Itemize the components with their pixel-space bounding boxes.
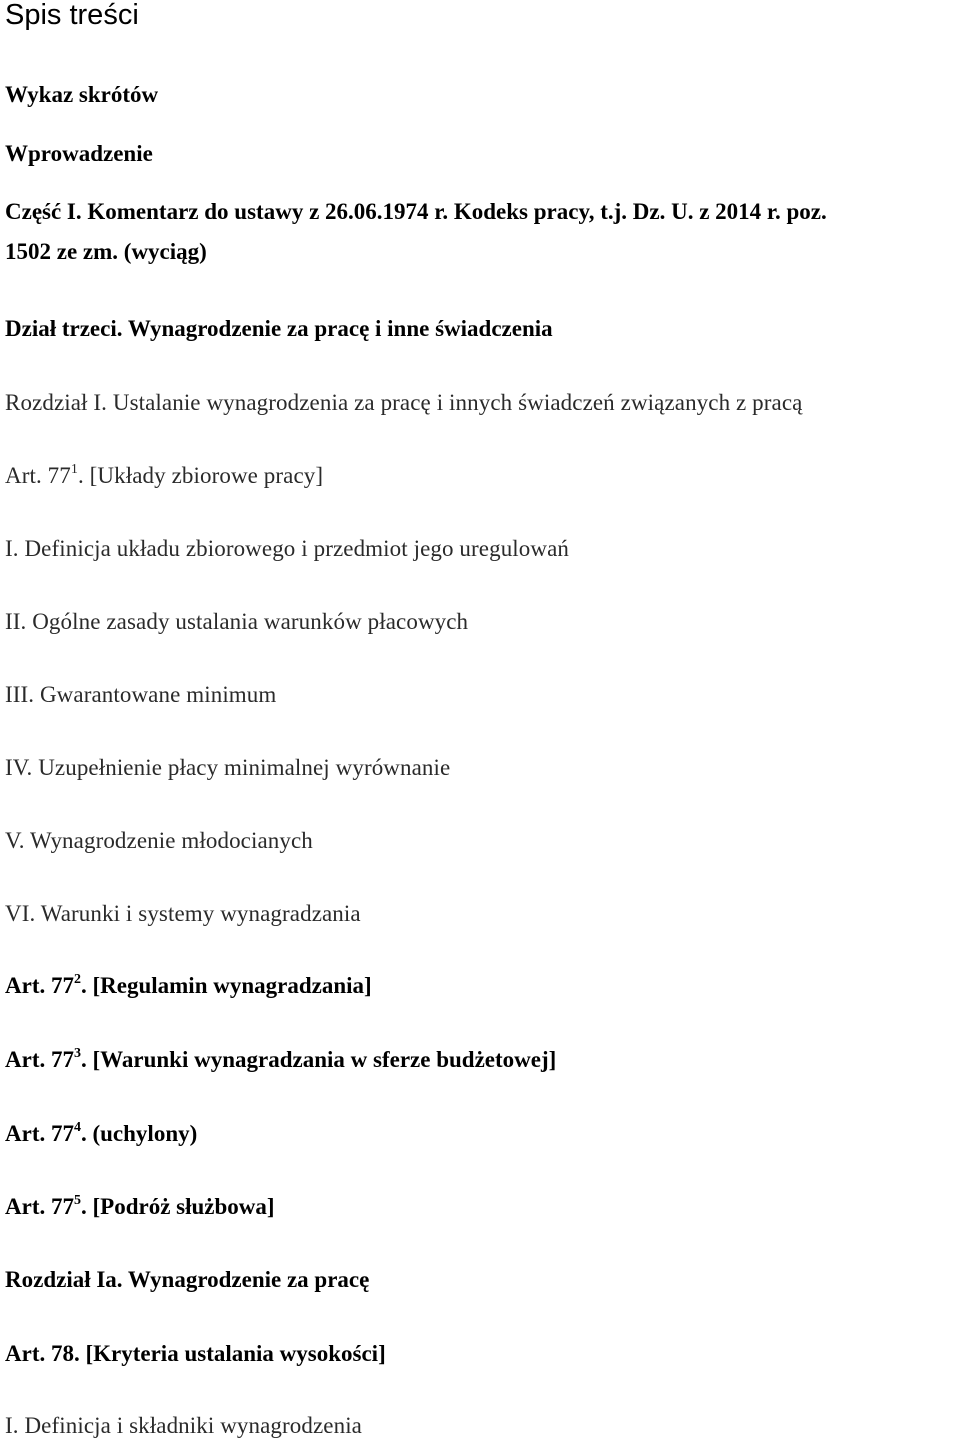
- toc-entry-label-line-2: 1502 ze zm. (wyciąg): [5, 239, 207, 264]
- article-number: Art. 77: [5, 463, 71, 488]
- toc-entry-wprowadzenie[interactable]: [5, 139, 153, 169]
- article-title: . [Regulamin wynagradzania]: [80, 973, 372, 998]
- toc-entry-rozdzial-1[interactable]: [5, 388, 802, 418]
- toc-entry-section-iii[interactable]: [5, 680, 276, 710]
- toc-entry-label: Rozdział Ia. Wynagrodzenie za pracę: [5, 1267, 370, 1292]
- toc-entry-dzial-trzeci[interactable]: [5, 314, 553, 344]
- article-number: Art. 77: [5, 1047, 74, 1072]
- article-number: Art. 77: [5, 1121, 74, 1146]
- toc-entry-wykaz-skrotow[interactable]: [5, 80, 158, 110]
- article-title: . [Układy zbiorowe pracy]: [77, 463, 324, 488]
- toc-entry-section-ii[interactable]: [5, 607, 468, 637]
- article-title: . [Warunki wynagradzania w sferze budżetowej]: [80, 1047, 557, 1072]
- toc-entry-label: Dział trzeci. Wynagrodzenie za pracę i inne świadczenia: [5, 316, 553, 341]
- article-title: . (uchylony): [80, 1121, 198, 1146]
- article-superscript: 2: [73, 972, 81, 988]
- toc-entry-label: II. Ogólne zasady ustalania warunków płacowych: [5, 609, 469, 634]
- article-number: Art. 77: [5, 973, 74, 998]
- toc-entry-rozdzial-1a[interactable]: [5, 1265, 369, 1295]
- toc-entry-definicja-skladniki[interactable]: [5, 1411, 362, 1441]
- toc-entry-label: V. Wynagrodzenie młodocianych: [5, 828, 313, 853]
- toc-entry-art-77-1[interactable]: [5, 461, 323, 491]
- toc-entry-art-77-5[interactable]: [5, 1192, 275, 1222]
- toc-entry-section-iv[interactable]: [5, 753, 450, 783]
- toc-entry-label: VI. Warunki i systemy wynagradzania: [5, 901, 361, 926]
- toc-entry-section-v[interactable]: [5, 826, 313, 856]
- toc-entry-label: Wykaz skrótów: [5, 82, 159, 107]
- toc-entry-czesc-1[interactable]: [5, 197, 827, 267]
- toc-entry-section-vi[interactable]: [5, 899, 361, 929]
- article-superscript: 4: [73, 1120, 81, 1136]
- toc-entry-label: I. Definicja układu zbiorowego i przedmiot jego uregulowań: [5, 536, 570, 561]
- article-title: . [Podróż służbowa]: [80, 1194, 275, 1219]
- toc-entry-label: Art. 78. [Kryteria ustalania wysokości]: [5, 1341, 386, 1366]
- toc-entry-label: IV. Uzupełnienie płacy minimalnej wyrównanie: [5, 755, 451, 780]
- article-superscript: 3: [73, 1046, 81, 1062]
- toc-entry-art-77-4[interactable]: [5, 1119, 197, 1149]
- toc-entry-art-78[interactable]: [5, 1339, 386, 1369]
- toc-entry-label: III. Gwarantowane minimum: [5, 682, 277, 707]
- toc-entry-label: Rozdział I. Ustalanie wynagrodzenia za pracę i innych świadczeń związanych z pracą: [5, 390, 803, 415]
- toc-entry-section-i[interactable]: [5, 534, 569, 564]
- article-number: Art. 77: [5, 1194, 74, 1219]
- toc-entry-art-77-3[interactable]: [5, 1045, 556, 1075]
- toc-entry-art-77-2[interactable]: [5, 971, 372, 1001]
- article-superscript: 1: [70, 462, 78, 478]
- toc-entry-label: Wprowadzenie: [5, 141, 153, 166]
- page-title: Spis treści: [5, 0, 139, 31]
- toc-entry-label-line-1: Część I. Komentarz do ustawy z 26.06.1974 r. Kodeks pracy, t.j. Dz. U. z 2014 r. poz.: [5, 199, 827, 224]
- toc-entry-label: I. Definicja i składniki wynagrodzenia: [5, 1413, 362, 1438]
- article-superscript: 5: [73, 1193, 81, 1209]
